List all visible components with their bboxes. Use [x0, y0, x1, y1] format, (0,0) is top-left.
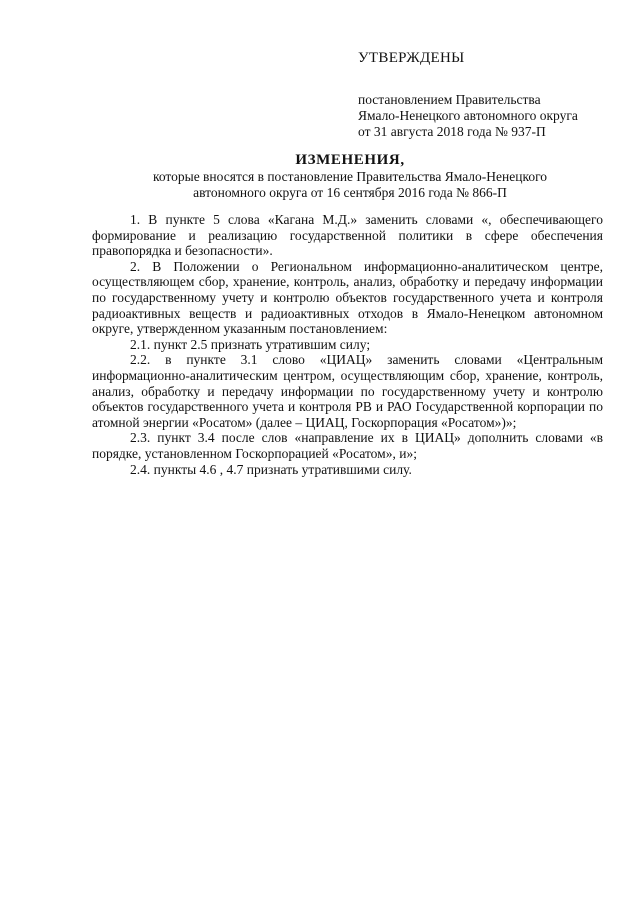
- document-heading: [100, 152, 600, 201]
- approval-line: Ямало-Ненецкого автономного округа: [358, 108, 578, 123]
- approval-line: постановлением Правительства: [358, 92, 541, 107]
- paragraph-item-2: 2. В Положении о Региональном информационно-аналитическом центре, осуществляющем сбор, хранение, контроль, анализ, обработку и передачу информации по государственному учету и контролю объектов государственного учета и контроля радиоактивных веществ и радиоактивных отходов в Ямало-Ненецком автономном округе, утвержденном указанным постановлением:: [92, 258, 603, 337]
- approval-stamp-block: [358, 50, 628, 140]
- paragraph-item-2-4: 2.4. пункты 4.6 , 4.7 признать утратившими силу.: [130, 461, 412, 477]
- document-subtitle-line: автономного округа от 16 сентября 2016 года № 866-П: [193, 185, 507, 200]
- document-title: ИЗМЕНЕНИЯ,: [295, 152, 405, 168]
- paragraph-item-2-2: 2.2. в пункте 3.1 слово «ЦИАЦ» заменить словами «Центральным информационно-аналитическим центром, осуществляющим сбор, хранение, контроль, анализ, обработку и передачу информации по государственному учету и контролю объектов государственного учета и контроля РВ и РАО Государственной корпорации по атомной энергии «Росатом» (далее – ЦИАЦ, Госкорпорация «Росатом»)»;: [92, 352, 603, 430]
- document-subtitle-line: которые вносятся в постановление Правительства Ямало-Ненецкого: [152, 169, 548, 184]
- document-body: [92, 212, 603, 477]
- paragraph-item-2-1: 2.1. пункт 2.5 признать утратившим силу;: [130, 336, 371, 352]
- paragraph-item-1: 1. В пункте 5 слова «Кагана М.Д.» заменить словами «, обеспечивающего формирование и реализацию государственной политики в сфере обеспечения правопорядка и безопасности».: [92, 212, 603, 259]
- approval-line: от 31 августа 2018 года № 937-П: [358, 124, 546, 139]
- approval-title: УТВЕРЖДЕНЫ: [358, 50, 465, 66]
- paragraph-item-2-3: 2.3. пункт 3.4 после слов «направление их в ЦИАЦ» дополнить словами «в порядке, установленном Госкорпорацией «Росатом», и»;: [92, 430, 603, 461]
